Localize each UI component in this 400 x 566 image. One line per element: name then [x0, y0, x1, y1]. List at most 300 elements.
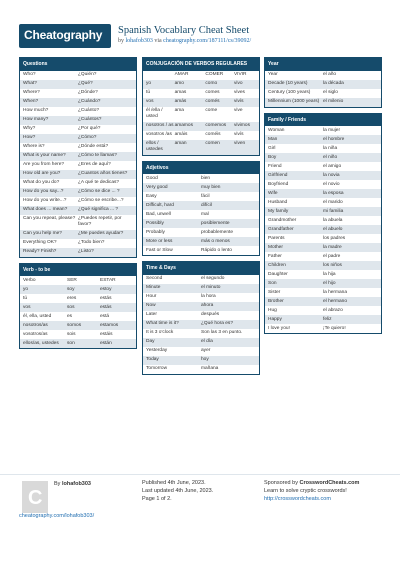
table-cell: vive: [233, 108, 243, 113]
table-cell: AMAR: [174, 72, 189, 77]
table-row: [265, 243, 381, 252]
table-cell: los niños: [323, 262, 342, 268]
page-number: Page 1 of 2.: [142, 496, 172, 502]
table-cell: Son las 3 en punto.: [201, 330, 243, 335]
table-cell: la década: [323, 81, 344, 86]
table-cell: Can you repeat, please?: [23, 216, 76, 221]
table-cell: vivimos: [233, 123, 250, 128]
table-cell: Son: [268, 280, 277, 286]
table-cell: ¿Cuándo?: [78, 99, 101, 104]
table-cell: Now: [146, 303, 156, 308]
table-cell: How?: [23, 135, 36, 140]
table-cell: ¿Cómo te llamas?: [78, 153, 117, 158]
table-cell: vivís: [233, 132, 244, 137]
table-row: [20, 71, 136, 80]
page-title: Spanish Vocablary Cheat Sheet: [118, 25, 250, 36]
table-cell: difícil: [201, 202, 212, 208]
sheet-url-link[interactable]: cheatography.com/187111/cs/39092/: [163, 38, 252, 44]
table-cell: somos: [67, 322, 82, 328]
table-row: [20, 206, 136, 215]
family-section: [264, 113, 382, 335]
table-cell: después: [201, 312, 220, 317]
table-cell: SER: [67, 277, 77, 283]
table-cell: ¿Cuánto?: [78, 108, 100, 113]
table-cell: ama: [174, 108, 184, 113]
table-row: [265, 153, 381, 162]
year-section: [264, 57, 382, 108]
table-cell: vives: [233, 90, 245, 95]
table-cell: la abuela: [323, 217, 343, 223]
table-cell: ellos/as, ustedes: [23, 340, 59, 346]
table-cell: más o menos: [201, 238, 230, 244]
table-cell: mal: [201, 211, 209, 217]
table-row: [20, 188, 136, 197]
table-cell: Second: [146, 276, 163, 281]
table-cell: Verbo: [23, 277, 36, 283]
table-cell: vos: [146, 99, 154, 104]
table-cell: Hug: [268, 307, 277, 313]
table-row: [20, 152, 136, 161]
table-row: [143, 347, 259, 356]
table-row: [265, 189, 381, 198]
table-cell: estoy: [100, 286, 112, 292]
table-cell: Brother: [268, 298, 284, 304]
table-row: [265, 180, 381, 189]
table-row: [265, 89, 381, 98]
table-cell: sos: [67, 304, 75, 310]
table-cell: la hija: [323, 271, 336, 277]
table-cell: posiblemente: [201, 220, 230, 226]
table-cell: nosotros/as: [23, 322, 48, 328]
table-cell: ¿Todo bien?: [78, 240, 105, 245]
table-cell: yo: [23, 286, 29, 292]
time-days-heading: Time & Days: [143, 262, 259, 275]
time-days-section: [142, 261, 260, 375]
table-cell: el hombre: [323, 136, 345, 142]
table-cell: el amigo: [323, 163, 342, 169]
table-cell: el hijo: [323, 280, 336, 286]
table-cell: ¿Dónde está?: [78, 144, 109, 149]
table-cell: Are you from here?: [23, 162, 65, 167]
table-row: [265, 198, 381, 207]
table-row: [143, 201, 259, 210]
footer-by-label: By: [54, 481, 61, 487]
table-cell: COMER: [205, 72, 224, 77]
table-row: [265, 162, 381, 171]
header: [0, 0, 400, 60]
verb-ser-header-row: [20, 276, 136, 285]
table-cell: es: [67, 313, 73, 319]
table-cell: Bad, unwell: [146, 211, 171, 217]
footer-author-link[interactable]: lohafob303: [61, 481, 91, 487]
table-cell: Hour: [146, 294, 157, 299]
table-cell: estamos: [100, 322, 119, 328]
table-cell: Boyfriend: [268, 181, 289, 187]
table-row: [265, 297, 381, 306]
table-cell: la madre: [323, 244, 342, 250]
table-cell: él, ella, usted: [23, 313, 52, 319]
table-cell: vosotros /as: [146, 132, 172, 137]
table-cell: comen: [205, 141, 220, 146]
table-row: [20, 215, 136, 230]
table-row: [20, 80, 136, 89]
table-cell: Tomorrow: [146, 366, 168, 371]
table-cell: ayer: [201, 348, 211, 353]
table-cell: Yesterday: [146, 348, 168, 353]
table-row: [265, 80, 381, 89]
table-row: [20, 134, 136, 143]
table-row: [20, 294, 136, 303]
table-row: [143, 219, 259, 228]
table-cell: vivo: [233, 81, 243, 86]
sponsor-url[interactable]: http://crosswordcheats.com: [264, 496, 331, 502]
table-row: [143, 365, 259, 374]
table-cell: ¿Cuántos?: [78, 117, 102, 122]
table-cell: It is 3 o'clock: [146, 330, 174, 335]
table-row: [143, 329, 259, 338]
table-row: [20, 197, 136, 206]
table-cell: bien: [201, 175, 211, 181]
table-cell: el minuto: [201, 285, 221, 290]
table-cell: Can you help me?: [23, 231, 62, 236]
table-row: [143, 237, 259, 246]
table-cell: ¿Qué hora es?: [201, 321, 233, 326]
table-cell: Where?: [23, 90, 40, 95]
table-cell: Man: [268, 136, 278, 142]
table-cell: yo: [146, 81, 152, 86]
table-row: [20, 330, 136, 339]
table-row: [20, 161, 136, 170]
table-cell: comes: [205, 90, 220, 95]
table-cell: amás: [174, 99, 187, 104]
table-cell: ¿Eres de aquí?: [78, 162, 111, 167]
table-cell: come: [205, 108, 218, 113]
table-cell: ¿Listo?: [78, 249, 94, 254]
table-cell: Possibly: [146, 220, 164, 226]
table-row: [20, 339, 136, 348]
table-row: [265, 98, 381, 107]
footer: [0, 474, 400, 566]
table-cell: ¿Me puedes ayudar?: [78, 231, 124, 236]
table-cell: Boy: [268, 154, 277, 160]
table-cell: son: [67, 340, 75, 346]
verb-ser-heading: Verb - to be: [20, 264, 136, 277]
table-cell: soy: [67, 286, 75, 292]
table-cell: ¿Puedes repetir, por favor?: [78, 216, 122, 227]
table-cell: comés: [205, 99, 220, 104]
footer-sponsor: [264, 479, 359, 503]
table-cell: feliz: [323, 316, 332, 322]
table-row: [265, 279, 381, 288]
table-cell: la novia: [323, 172, 340, 178]
table-cell: el segundo: [201, 276, 225, 281]
table-cell: Ready? Finish?: [23, 249, 57, 254]
table-row: [20, 248, 136, 257]
table-cell: amas: [174, 90, 187, 95]
table-cell: amo: [174, 81, 184, 86]
table-row: [143, 98, 259, 107]
table-cell: Husband: [268, 199, 288, 205]
table-cell: Millennium (1000 years): [268, 99, 320, 104]
table-cell: Century (100 years): [268, 90, 311, 95]
table-cell: Woman: [268, 127, 285, 133]
table-row: [20, 285, 136, 294]
byline-by: by: [118, 38, 124, 44]
table-cell: Everything OK?: [23, 240, 57, 245]
table-row: [20, 239, 136, 248]
table-row: [265, 144, 381, 153]
footer-author-url[interactable]: cheatography.com/lohafob303/: [19, 513, 95, 519]
table-row: [143, 275, 259, 284]
author-avatar: [22, 481, 48, 513]
table-cell: Parents: [268, 235, 285, 241]
byline: [118, 38, 251, 44]
table-row: [20, 321, 136, 330]
table-cell: vivís: [233, 99, 244, 104]
column-3: [264, 57, 382, 339]
table-cell: Sister: [268, 289, 281, 295]
table-row: [20, 303, 136, 312]
table-cell: está: [100, 313, 110, 319]
table-row: [143, 302, 259, 311]
table-row: [143, 183, 259, 192]
table-cell: los padres: [323, 235, 346, 241]
table-cell: Probably: [146, 229, 165, 235]
table-cell: Year: [268, 72, 278, 77]
table-row: [143, 338, 259, 347]
table-cell: vos: [23, 304, 31, 310]
table-cell: ¿Por qué?: [78, 126, 101, 131]
table-row: [265, 71, 381, 80]
table-cell: nosotros / as: [146, 123, 174, 128]
table-cell: la mujer: [323, 127, 341, 133]
table-cell: Children: [268, 262, 286, 268]
table-cell: el milenio: [323, 99, 344, 104]
table-cell: la niña: [323, 145, 338, 151]
table-cell: ahora: [201, 303, 214, 308]
table-cell: Mother: [268, 244, 283, 250]
table-cell: How much?: [23, 108, 49, 113]
table-cell: How do you write...?: [23, 198, 67, 203]
table-cell: My family: [268, 208, 289, 214]
table-cell: viven: [233, 141, 246, 146]
table-row: [265, 315, 381, 324]
table-cell: vosotros/as: [23, 331, 48, 337]
table-cell: fácil: [201, 193, 210, 199]
table-cell: Today: [146, 357, 159, 362]
table-row: [265, 261, 381, 270]
year-heading: Year: [265, 58, 381, 71]
table-row: [143, 228, 259, 237]
logo-text: Cheatography: [24, 28, 103, 42]
table-cell: el marido: [323, 199, 343, 205]
table-row: [143, 174, 259, 183]
conjugation-heading: CONJUGACIÓN DE VERBOS REGULARES: [143, 58, 259, 71]
table-cell: el niño: [323, 154, 338, 160]
table-cell: How many?: [23, 117, 49, 122]
table-cell: Decade (10 years): [268, 81, 308, 86]
table-cell: ¿Cuantos años tienes?: [78, 171, 128, 176]
table-cell: Fast or Slow: [146, 247, 173, 253]
table-row: [265, 288, 381, 297]
table-cell: Girlfriend: [268, 172, 288, 178]
table-cell: Who?: [23, 72, 36, 77]
table-cell: When?: [23, 99, 39, 104]
conjugation-section: [142, 57, 260, 156]
table-cell: Girl: [268, 145, 276, 151]
table-cell: sois: [67, 331, 76, 337]
table-cell: ¿Qué?: [78, 81, 93, 86]
table-cell: hoy: [201, 357, 209, 362]
table-cell: ¿Cómo se escribe...?: [78, 198, 124, 203]
table-cell: Very good: [146, 184, 168, 190]
table-row: [143, 140, 259, 155]
table-row: [265, 225, 381, 234]
table-cell: tú: [146, 90, 151, 95]
table-cell: ¿Cómo se dice ... ?: [78, 189, 120, 194]
table-row: [143, 320, 259, 329]
table-cell: ¡Te quiero!: [323, 325, 346, 331]
family-heading: Family / Friends: [265, 114, 381, 127]
table-cell: ¿Cómo?: [78, 135, 97, 140]
adjectives-heading: Adjetivos: [143, 162, 259, 175]
table-cell: What time is it?: [146, 321, 179, 326]
table-row: [20, 312, 136, 321]
table-cell: probablemente: [201, 229, 234, 235]
table-cell: Why?: [23, 126, 36, 131]
table-cell: Good: [146, 175, 158, 181]
table-cell: What do you do?: [23, 180, 60, 185]
table-cell: Grandfather: [268, 226, 294, 232]
table-row: [20, 98, 136, 107]
author-link[interactable]: lohafob303: [125, 38, 153, 44]
footer-publish-info: [142, 479, 213, 503]
table-cell: What does ... mean?: [23, 207, 68, 212]
table-row: [265, 306, 381, 315]
byline-via: via: [154, 38, 162, 44]
table-row: [265, 270, 381, 279]
table-cell: What?: [23, 81, 37, 86]
table-row: [143, 122, 259, 131]
avatar-letter: C: [28, 487, 43, 509]
table-cell: eres: [67, 295, 77, 301]
column-2: [142, 57, 260, 380]
table-row: [143, 192, 259, 201]
table-cell: el novio: [323, 181, 340, 187]
table-row: [265, 216, 381, 225]
table-row: [143, 210, 259, 219]
table-cell: What is your name?: [23, 153, 66, 158]
sponsor-tagline: Learn to solve cryptic crosswords!: [264, 488, 347, 494]
table-cell: ¿Quién?: [78, 72, 97, 77]
table-cell: mañana: [201, 366, 219, 371]
table-cell: Easy: [146, 193, 157, 199]
table-cell: ESTAR: [100, 277, 116, 283]
sponsor-link[interactable]: CrosswordCheats.com: [299, 480, 360, 486]
questions-section: [19, 57, 137, 258]
cheatography-logo[interactable]: [19, 24, 111, 48]
table-cell: amáis: [174, 132, 188, 137]
table-row: [20, 143, 136, 152]
table-row: [265, 126, 381, 135]
table-cell: Friend: [268, 163, 282, 169]
table-cell: aman: [174, 141, 187, 146]
table-cell: ¿Dónde?: [78, 90, 98, 95]
table-row: [20, 170, 136, 179]
table-cell: la hermana: [323, 289, 347, 295]
table-cell: muy bien: [201, 184, 221, 190]
adjectives-section: [142, 161, 260, 257]
updated-date: Last updated 4th June, 2023.: [142, 488, 214, 494]
table-row: [265, 207, 381, 216]
table-cell: la hora: [201, 294, 216, 299]
table-cell: More or less: [146, 238, 173, 244]
table-row: [20, 230, 136, 239]
table-cell: el abrazo: [323, 307, 343, 313]
table-cell: Where is?: [23, 144, 45, 149]
table-row: [143, 356, 259, 365]
table-row: [20, 89, 136, 98]
table-row: [20, 107, 136, 116]
table-cell: Difficult, hard: [146, 202, 174, 208]
verb-ser-section: [19, 263, 137, 350]
table-cell: el abuelo: [323, 226, 343, 232]
table-cell: estáis: [100, 331, 113, 337]
table-cell: el padre: [323, 253, 341, 259]
table-cell: ¿A qué te dedicas?: [78, 180, 120, 185]
table-cell: comemos: [205, 123, 227, 128]
table-row: [143, 107, 259, 122]
table-row: [143, 246, 259, 255]
table-cell: él /ella / usted: [146, 108, 163, 119]
table-cell: el día: [201, 339, 213, 344]
table-cell: estás: [100, 304, 112, 310]
sponsor-prefix: Sponsored by: [264, 480, 298, 486]
table-row: [265, 171, 381, 180]
table-row: [265, 252, 381, 261]
table-row: [20, 179, 136, 188]
table-cell: I love you!: [268, 325, 290, 331]
table-cell: el año: [323, 72, 337, 77]
table-row: [143, 311, 259, 320]
table-row: [143, 293, 259, 302]
footer-author: [54, 481, 91, 487]
table-row: [20, 125, 136, 134]
table-row: [265, 234, 381, 243]
table-cell: Minute: [146, 285, 161, 290]
table-row: [143, 80, 259, 89]
table-cell: están: [100, 340, 112, 346]
table-cell: Grandmother: [268, 217, 297, 223]
table-row: [265, 135, 381, 144]
table-cell: mi familia: [323, 208, 344, 214]
table-cell: la esposa: [323, 190, 344, 196]
table-row: [265, 324, 381, 333]
table-row: [143, 89, 259, 98]
table-cell: Rápido o lento: [201, 247, 232, 253]
table-cell: tú: [23, 295, 28, 301]
table-row: [143, 284, 259, 293]
sponsor-line: [264, 479, 359, 487]
table-cell: How do you say...?: [23, 189, 64, 194]
table-cell: estás: [100, 295, 112, 301]
table-cell: Daughter: [268, 271, 288, 277]
table-row: [143, 131, 259, 140]
table-row: [20, 116, 136, 125]
table-cell: coméis: [205, 132, 221, 137]
table-cell: ¿Qué significa ... ?: [78, 207, 118, 212]
table-cell: ellos / ustedes: [146, 141, 163, 152]
